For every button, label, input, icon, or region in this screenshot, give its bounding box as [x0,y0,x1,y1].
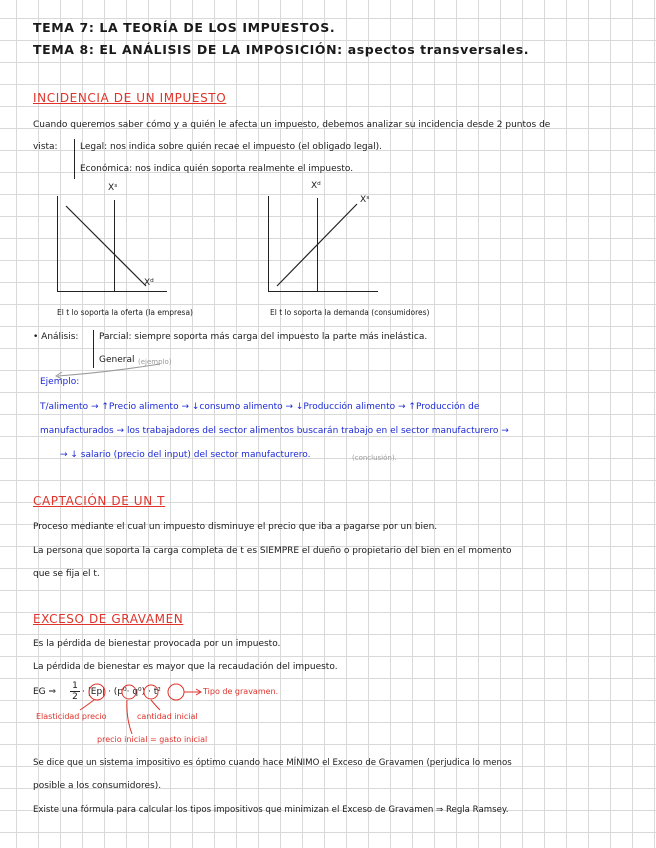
cantidad-label: cantidad inicial [137,712,198,721]
tema8-title: TEMA 8: EL ANÁLISIS DE LA IMPOSICIÓN: aspectos transversales. [33,42,530,57]
formula-numerator: 1 [72,681,78,691]
parcial-line: Parcial: siempre soporta más carga del impuesto la parte más inelástica. [99,332,428,342]
analisis-label: • Análisis: [33,332,79,342]
captacion-line1: Proceso mediante el cual un impuesto disminuye el precio que iba a pagarse por un bien. [33,522,438,532]
exceso-line1: Es la pérdida de bienestar provocada por un impuesto. [33,639,281,649]
graph2-curve-label: Xˢ [360,195,370,205]
general-note: (ejemplo) [138,358,172,366]
ejemplo-note: (conclusión). [352,454,397,462]
graph1-vertical-label: Xˢ [108,183,118,193]
tema7-title: TEMA 7: LA TEORÍA DE LOS IMPUESTOS. [33,20,336,35]
incidencia-intro-line2: vista: [33,142,58,152]
general-label: General [99,355,135,365]
elasticidad-label: Elasticidad precio [36,712,107,721]
tipo-gravamen-label: Tipo de gravamen. [203,687,279,696]
ejemplo-line2: manufacturados → los trabajadores del sector alimentos buscarán trabajo en el sector manufacturero → [40,426,509,436]
incidencia-intro-line1: Cuando queremos saber cómo y a quién le afecta un impuesto, debemos analizar su incidencia desde 2 puntos de [33,120,551,130]
graph2-vertical-label: Xᵈ [311,181,321,191]
formula-denominator: 2 [70,691,80,702]
graph1-curve-label: Xᵈ [144,278,154,288]
graph1-caption: El t lo soporta la oferta (la empresa) [57,308,193,317]
economica-line: Económica: nos indica quién soporta realmente el impuesto. [80,164,354,174]
exceso-heading: EXCESO DE GRAVAMEN [33,612,184,626]
captacion-heading: CAPTACIÓN DE UN T [33,494,166,508]
captacion-line2: La persona que soporta la carga completa de t es SIEMPRE el dueño o propietario del bien en el momento [33,546,512,556]
formula-body: · |Ep| · (p⁰· q⁰) · t² [82,687,161,697]
exceso-line4: posible a los consumidores). [33,781,162,791]
ejemplo-line1: T/alimento → ↑Precio alimento → ↓consumo alimento → ↓Producción alimento → ↑Producción de [40,402,480,412]
exceso-line5: Existe una fórmula para calcular los tipos impositivos que minimizan el Exceso de Gravamen ⇒ Regla Ramsey. [33,805,509,815]
ejemplo-line3: → ↓ salario (precio del input) del sector manufacturero. [60,450,311,460]
incidencia-heading: INCIDENCIA DE UN IMPUESTO [33,91,227,105]
legal-line: Legal: nos indica sobre quién recae el impuesto (el obligado legal). [80,142,383,152]
exceso-line2: La pérdida de bienestar es mayor que la recaudación del impuesto. [33,662,338,672]
graph2-caption: El t lo soporta la demanda (consumidores) [270,308,430,317]
captacion-line3: que se fija el t. [33,569,100,579]
formula-lhs: EG ⇒ [33,687,57,697]
exceso-line3: Se dice que un sistema impositivo es óptimo cuando hace MÍNIMO el Exceso de Gravamen (perjudica lo menos [33,758,512,768]
ejemplo-label: Ejemplo: [40,377,80,387]
precio-inicial-label: precio inicial = gasto inicial [97,735,208,744]
